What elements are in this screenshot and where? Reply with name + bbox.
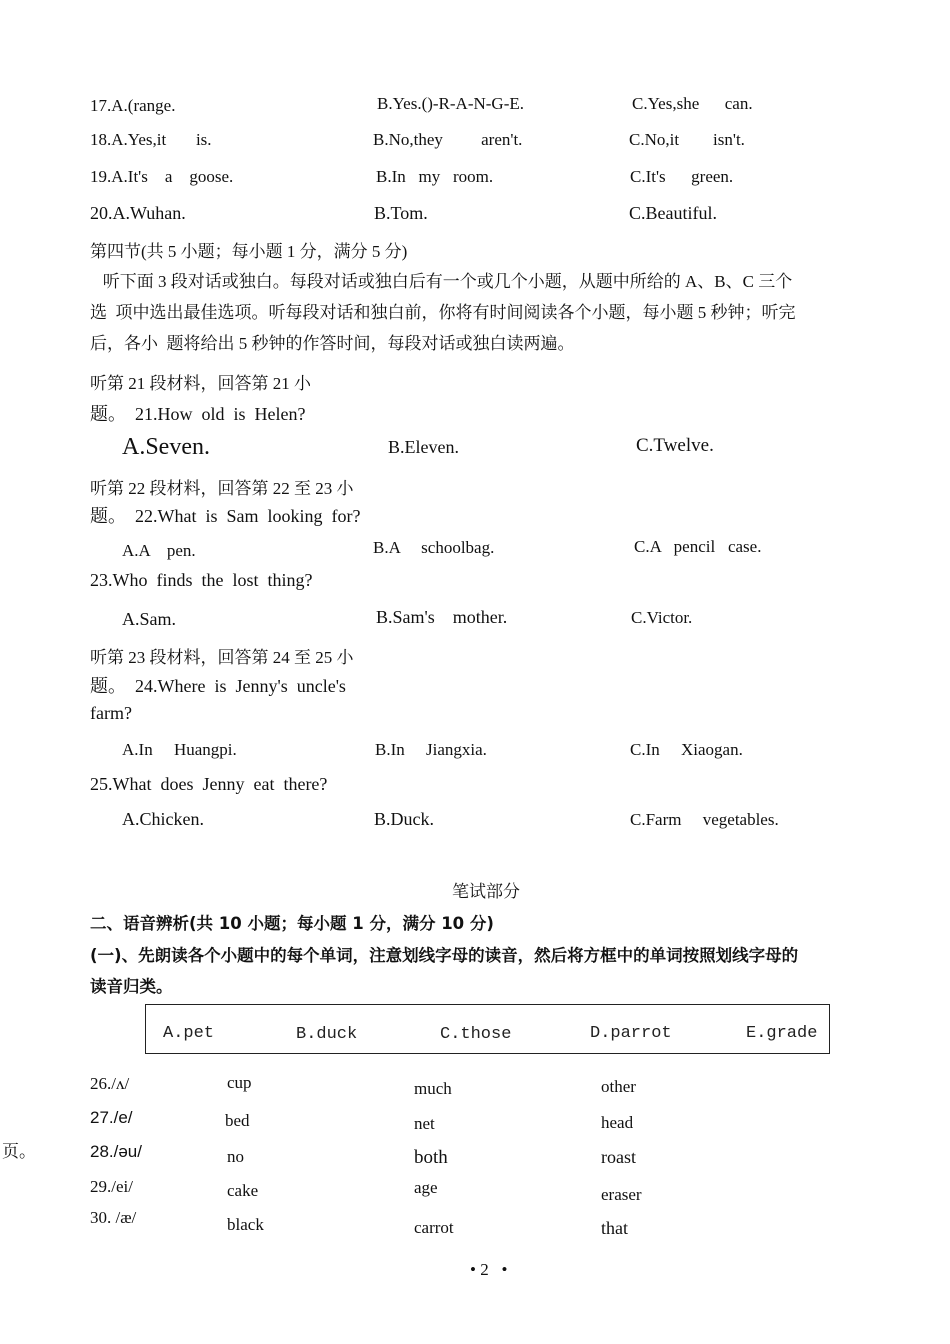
box-word-a: A.pet (163, 1024, 215, 1043)
q25-stem: 25.What does Jenny eat there? (90, 774, 328, 794)
q23-option-b: B.Sam's mother. (376, 607, 508, 627)
q18-option-c: C.No,it isn't. (629, 130, 745, 149)
q21-option-c: C.Twelve. (636, 435, 714, 456)
q22-option-c: C.A pencil case. (634, 537, 762, 556)
phonetic-word: net (414, 1114, 435, 1133)
phonetic-label-28: 28./əu/ (90, 1142, 142, 1161)
material-21-heading: 听第 21 段材料，回答第 21 小 (90, 374, 311, 393)
q24-stem-cont: farm? (90, 703, 132, 723)
q23-stem: 23.Who finds the lost thing? (90, 570, 313, 590)
phonetic-label-29: 29./ei/ (90, 1177, 133, 1196)
phonetic-word: carrot (414, 1218, 454, 1237)
q25-option-a: A.Chicken. (122, 809, 204, 829)
q18-option-a: 18.A.Yes,it is. (90, 130, 212, 149)
phonetic-word: that (601, 1218, 628, 1238)
part2-subtitle: (一)、先朗读各个小题中的每个单词，注意划线字母的读音，然后将方框中的单词按照划线字母的 (90, 946, 799, 965)
q20-option-a: 20.A.Wuhan. (90, 203, 186, 223)
box-word-c: C.those (440, 1025, 512, 1044)
q22-option-b: B.A schoolbag. (373, 538, 495, 557)
material-23-heading: 听第 23 段材料，回答第 24 至 25 小 (90, 648, 354, 667)
q22-stem: 题。 22.What is Sam looking for? (90, 506, 361, 526)
phonetic-word: bed (225, 1111, 250, 1130)
q17-option-a: 17.A.(range. (90, 96, 176, 115)
page-number: • 2 • (470, 1260, 508, 1279)
written-part-heading: 笔试部分 (452, 882, 520, 901)
phonetic-word: other (601, 1077, 636, 1096)
phonetic-word: head (601, 1113, 634, 1132)
phonetic-word: age (414, 1178, 438, 1197)
q17-option-b: B.Yes.()-R-A-N-G-E. (377, 94, 525, 113)
margin-note: 页。 (2, 1142, 36, 1161)
phonetic-word: black (227, 1215, 264, 1234)
instruction-line: 后，各小 题将给出 5 秒钟的作答时间，每段对话或独白读两遍。 (90, 334, 575, 353)
phonetic-word: cup (227, 1073, 252, 1092)
q19-option-c: C.It's green. (630, 167, 734, 186)
phonetic-label-30: 30. /æ/ (90, 1208, 137, 1227)
q24-option-a: A.In Huangpi. (122, 740, 237, 759)
box-word-b: B.duck (296, 1025, 358, 1044)
part2-title: 二、语音辨析(共 10 小题；每小题 1 分，满分 10 分) (90, 914, 494, 933)
q17-option-c: C.Yes,she can. (632, 94, 753, 113)
phonetic-word: eraser (601, 1185, 642, 1204)
q20-option-c: C.Beautiful. (629, 203, 717, 223)
q19-option-a: 19.A.It's a goose. (90, 167, 234, 186)
q21-option-b: B.Eleven. (388, 437, 459, 457)
q23-option-c: C.Victor. (631, 608, 693, 627)
q24-option-b: B.In Jiangxia. (375, 740, 487, 759)
q22-option-a: A.A pen. (122, 541, 196, 560)
phonetic-label-26: 26./ʌ/ (90, 1074, 130, 1093)
box-word-d: D.parrot (590, 1024, 672, 1043)
phonetic-word: much (414, 1079, 452, 1098)
q25-option-b: B.Duck. (374, 809, 434, 829)
section4-title: 第四节(共 5 小题；每小题 1 分，满分 5 分) (90, 242, 408, 261)
section4-instructions (90, 266, 890, 359)
instruction-line: 听下面 3 段对话或独白。每段对话或独白后有一个或几个小题，从题中所给的 A、B、C 三个 (90, 272, 793, 291)
q24-stem: 题。 24.Where is Jenny's uncle's (90, 676, 346, 696)
material-22-heading: 听第 22 段材料，回答第 22 至 23 小 (90, 479, 354, 498)
phonetic-word: both (414, 1147, 448, 1168)
q21-option-a: A.Seven. (122, 434, 210, 460)
q21-stem: 题。 21.How old is Helen? (90, 404, 306, 424)
phonetic-word: roast (601, 1147, 636, 1167)
q25-option-c: C.Farm vegetables. (630, 810, 779, 829)
phonetic-word: cake (227, 1181, 259, 1200)
q24-option-c: C.In Xiaogan. (630, 740, 743, 759)
phonetic-word: no (227, 1147, 244, 1166)
phonetic-label-27: 27./e/ (90, 1108, 133, 1127)
q20-option-b: B.Tom. (374, 203, 428, 223)
instruction-line: 选 项中选出最佳选项。听每段对话和独白前，你将有时间阅读各个小题，每小题 5 秒钟；听完 (90, 303, 796, 322)
q23-option-a: A.Sam. (122, 609, 176, 629)
box-word-e: E.grade (746, 1024, 818, 1043)
q19-option-b: B.In my room. (376, 167, 494, 186)
q18-option-b: B.No,they aren't. (373, 130, 523, 149)
part2-subtitle-cont: 读音归类。 (90, 977, 173, 996)
